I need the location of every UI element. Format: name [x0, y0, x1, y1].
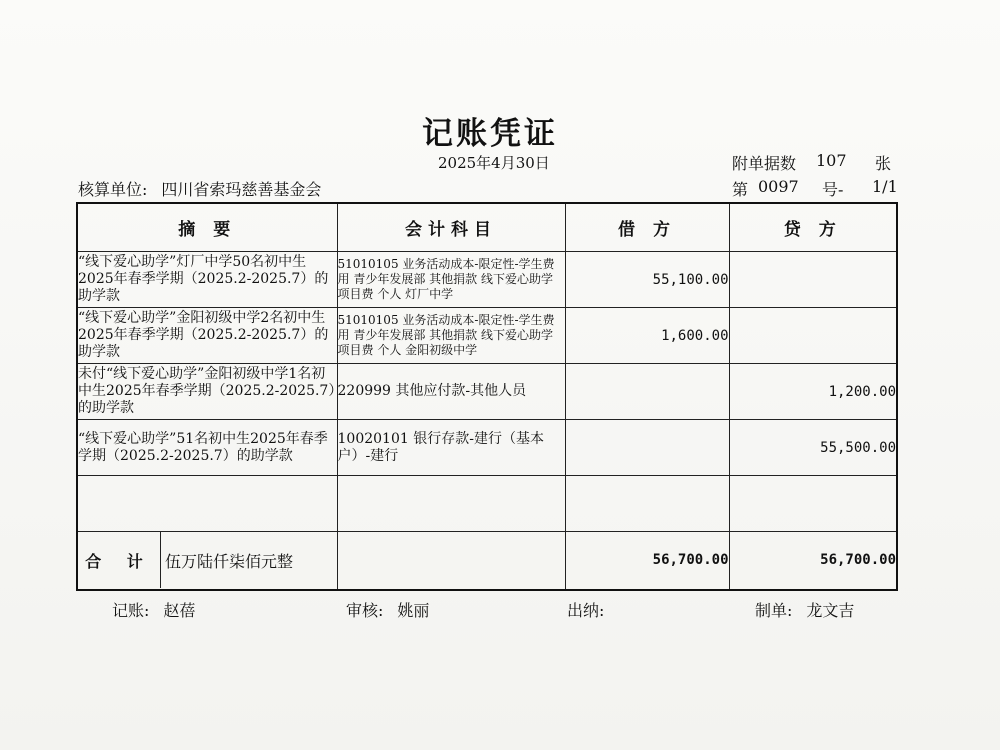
accounting-unit — [78, 177, 321, 200]
table-header-row — [77, 203, 897, 252]
row-credit: 1,200.00 — [729, 364, 897, 420]
table-row — [77, 420, 897, 476]
voucher-date: 2025年4月30日 — [438, 154, 550, 172]
voucher-title: 记账凭证 — [422, 116, 558, 152]
row-debit: 55,100.00 — [565, 252, 729, 308]
voucher-table — [76, 202, 898, 591]
row-debit — [565, 364, 729, 420]
row-credit — [729, 252, 897, 308]
total-label: 合 计 — [78, 532, 161, 588]
table-row — [77, 364, 897, 420]
voucher-number-value: 0097 — [758, 177, 799, 196]
voucher-page: 1/1 — [872, 177, 898, 196]
accounting-unit-name: 四川省索玛慈善基金会 — [161, 180, 322, 199]
total-words: 伍万陆仟柒佰元整 — [165, 551, 294, 571]
row-summary: “线下爱心助学”灯厂中学50名初中生2025年春季学期（2025.2-2025.7）的助学款 — [77, 252, 337, 308]
row-credit — [729, 476, 897, 532]
row-account: 51010105 业务活动成本-限定性-学生费用 青少年发展部 其他捐款 线下爱心助学 项目费 个人 灯厂中学 — [337, 252, 565, 308]
bookkeeper-name: 赵蓓 — [163, 601, 196, 620]
header-debit: 借 方 — [565, 203, 729, 252]
row-summary — [77, 476, 337, 532]
signature-bookkeeper — [112, 598, 195, 621]
total-row — [77, 532, 897, 590]
row-account: 220999 其他应付款-其他人员 — [337, 364, 565, 420]
row-debit — [565, 476, 729, 532]
row-debit — [565, 420, 729, 476]
row-debit: 1,600.00 — [565, 308, 729, 364]
row-summary: “线下爱心助学”51名初中生2025年春季学期（2025.2-2025.7）的助学款 — [77, 420, 337, 476]
row-summary: 未付“线下爱心助学”金阳初级中学1名初中生2025年春季学期（2025.2-2025.7）的助学款 — [77, 364, 337, 420]
voucher-number-suffix: 号- — [822, 180, 844, 199]
signature-reviewer — [346, 598, 429, 621]
voucher-number-prefix: 第 — [732, 180, 749, 199]
row-account — [337, 476, 565, 532]
total-account-cell — [337, 532, 565, 590]
total-debit: 56,700.00 — [565, 532, 729, 590]
total-cell — [77, 532, 337, 590]
reviewer-name: 姚丽 — [397, 601, 430, 620]
row-summary: “线下爱心助学”金阳初级中学2名初中生2025年春季学期（2025.2-2025.7）的助学款 — [77, 308, 337, 364]
attachments-label: 附单据数 — [732, 154, 797, 173]
header-summary: 摘 要 — [77, 203, 337, 252]
total-credit: 56,700.00 — [729, 532, 897, 590]
accounting-unit-label: 核算单位: — [78, 180, 148, 199]
row-credit: 55,500.00 — [729, 420, 897, 476]
preparer-name: 龙文吉 — [806, 601, 855, 620]
row-credit — [729, 308, 897, 364]
header-credit: 贷 方 — [729, 203, 897, 252]
table-row-empty — [77, 476, 897, 532]
cashier-label: 出纳: — [567, 601, 605, 620]
table-row — [77, 252, 897, 308]
table-row — [77, 308, 897, 364]
header-account: 会计科目 — [337, 203, 565, 252]
attachments-count: 107 — [816, 151, 847, 170]
row-account: 10020101 银行存款-建行（基本户）-建行 — [337, 420, 565, 476]
signature-preparer — [755, 598, 854, 621]
preparer-label: 制单: — [755, 601, 793, 620]
reviewer-label: 审核: — [346, 601, 384, 620]
signature-cashier — [567, 598, 618, 621]
attachments-unit: 张 — [875, 154, 892, 173]
row-account: 51010105 业务活动成本-限定性-学生费用 青少年发展部 其他捐款 线下爱心助学 项目费 个人 金阳初级中学 — [337, 308, 565, 364]
bookkeeper-label: 记账: — [112, 601, 150, 620]
